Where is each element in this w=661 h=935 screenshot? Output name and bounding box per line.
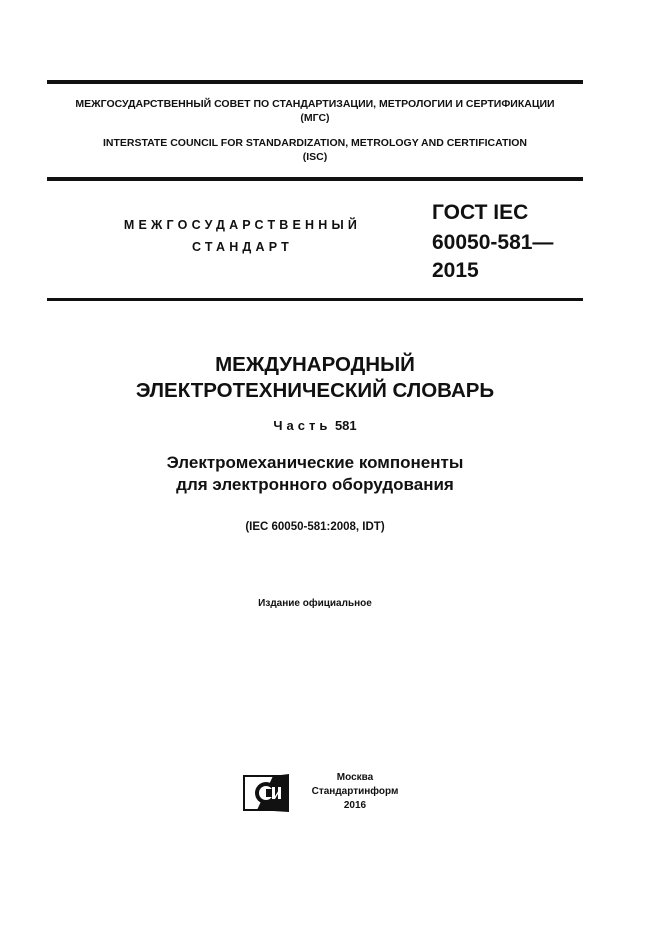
council-ru-name: МЕЖГОСУДАРСТВЕННЫЙ СОВЕТ ПО СТАНДАРТИЗАЦИИ, МЕТРОЛОГИИ И СЕРТИФИКАЦИИ [75, 98, 555, 110]
part-word: Часть [273, 418, 332, 433]
subtitle-line1: Электромеханические компоненты [166, 453, 464, 472]
council-en-abbr: (ISC) [302, 151, 328, 163]
standard-kind-line2: СТАНДАРТ [192, 240, 293, 254]
designation-line1: ГОСТ IEC [432, 201, 529, 224]
top-rule [47, 80, 583, 84]
standartinform-logo-icon [243, 774, 291, 812]
designation-line3: 2015 [432, 259, 479, 282]
part-number: 581 [334, 418, 357, 433]
council-en-name: INTERSTATE COUNCIL FOR STANDARDIZATION, METROLOGY AND CERTIFICATION [102, 137, 528, 149]
title-line2: ЭЛЕКТРОТЕХНИЧЕСКИЙ СЛОВАРЬ [135, 379, 495, 402]
title-line1: МЕЖДУНАРОДНЫЙ [215, 353, 415, 376]
standard-kind-line1: МЕЖГОСУДАРСТВЕННЫЙ [123, 218, 362, 232]
iec-reference: (IEC 60050-581:2008, IDT) [245, 521, 385, 533]
council-ru-abbr: (МГС) [300, 112, 330, 124]
publisher-city: Москва [336, 772, 374, 783]
designation-line2: 60050-581— [432, 231, 554, 254]
subtitle-line2: для электронного оборудования [176, 475, 454, 494]
header-bottom-rule [47, 298, 583, 301]
part-label [47, 418, 583, 433]
edition-label: Издание официальное [258, 598, 372, 609]
publisher-year: 2016 [343, 800, 367, 811]
council-bottom-rule [47, 177, 583, 181]
publisher-name: Стандартинформ [311, 786, 399, 797]
